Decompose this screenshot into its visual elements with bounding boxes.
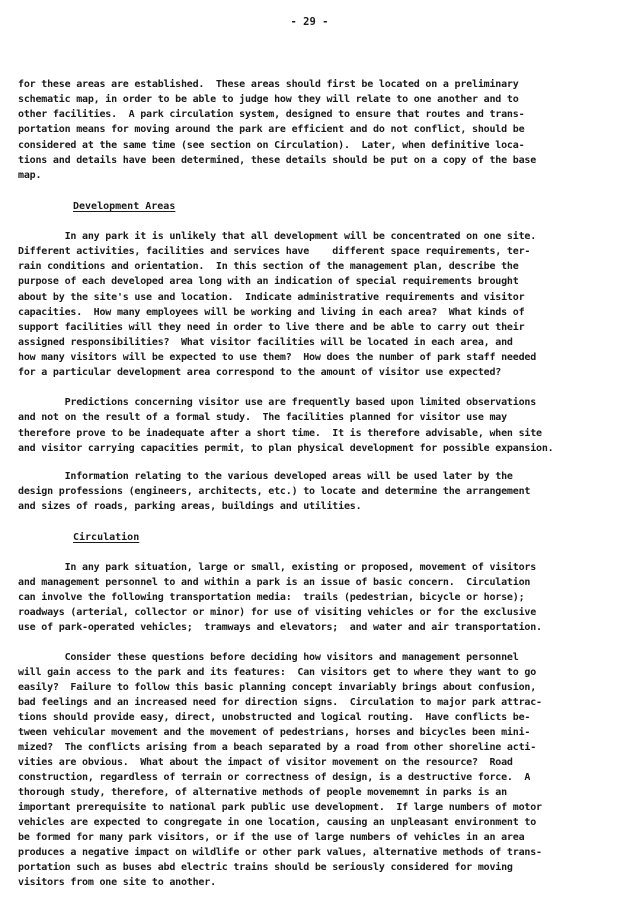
text-line: important prerequisite to national park public use development. If large numbers of motor xyxy=(18,802,542,813)
text-line: how many visitors will be expected to use them? How does the number of park staff needed xyxy=(18,352,537,363)
text-line: map. xyxy=(18,170,42,181)
text-line: easily? Failure to follow this basic planning concept invariably brings about confusion, xyxy=(18,682,537,693)
text-line: considered at the same time (see section on Circulation). Later, when definitive loca- xyxy=(18,140,525,151)
text-line: roadways (arterial, collector or minor) for use of visiting vehicles or for the exclusive xyxy=(18,607,537,618)
text-line: assigned responsibilities? What visitor facilities will be located in each area, and xyxy=(18,337,513,348)
text-line: and management personnel to and within a park is an issue of basic concern. Circulation xyxy=(18,577,531,588)
text-line: and visitor carrying capacities permit, to plan physical development for possible expansion. xyxy=(18,443,554,454)
text-line: will gain access to the park and its features: Can visitors get to where they want to go xyxy=(18,667,537,678)
text-line: tions should provide easy, direct, unobstructed and logical routing. Have conflicts be- xyxy=(18,712,531,723)
text-line: Different activities, facilities and services have different space requirements, ter- xyxy=(18,246,531,257)
text-line: vehicles are expected to congregate in one location, causing an unpleasant environment to xyxy=(18,817,537,828)
text-line: and not on the result of a formal study. The facilities planned for visitor use may xyxy=(18,412,507,423)
text-line: visitors from one site to another. xyxy=(18,877,216,888)
text-line: tions and details have been determined, these details should be put on a copy of the base xyxy=(18,155,537,166)
text-line: for a particular development area correspond to the amount of visitor use expected? xyxy=(18,367,502,378)
text-line: and sizes of roads, parking areas, buildings and utilities. xyxy=(18,501,362,512)
section-heading-circulation: Circulation xyxy=(73,532,140,543)
text-line: Information relating to the various developed areas will be used later by the xyxy=(18,471,513,482)
text-line: other facilities. A park circulation system, designed to ensure that routes and trans- xyxy=(18,109,525,120)
text-line: about by the site's use and location. Indicate administrative requirements and visitor xyxy=(18,292,525,303)
text-line: thorough study, therefore, of alternative methods of people movememnt in parks is an xyxy=(18,787,507,798)
text-line: use of park-operated vehicles; tramways and elevators; and water and air transportation. xyxy=(18,622,542,633)
text-line: vities are obvious. What about the impact of visitor movement on the resource? Road xyxy=(18,757,513,768)
text-line: Predictions concerning visitor use are frequently based upon limited observations xyxy=(18,397,537,408)
text-line: therefore prove to be inadequate after a short time. It is therefore advisable, when site xyxy=(18,428,542,439)
text-line: schematic map, in order to be able to judge how they will relate to one another and to xyxy=(18,94,519,105)
text-line: rain conditions and orientation. In this section of the management plan, describe the xyxy=(18,261,519,272)
text-line: mized? The conflicts arising from a beach separated by a road from other shoreline acti- xyxy=(18,742,537,753)
text-line: construction, regardless of terrain or correctness of design, is a destructive force. A xyxy=(18,772,531,783)
section-heading-development-areas: Development Areas xyxy=(73,201,176,212)
text-line: support facilities will they need in order to live there and be able to carry out their xyxy=(18,322,525,333)
page-number: - 29 - xyxy=(290,16,329,28)
text-line: In any park situation, large or small, existing or proposed, movement of visitors xyxy=(18,562,537,573)
text-line: produces a negative impact on wildlife or other park values, alternative methods of trans- xyxy=(18,847,542,858)
text-line: In any park it is unlikely that all development will be concentrated on one site. xyxy=(18,231,537,242)
text-line: capacities. How many employees will be working and living in each area? What kinds of xyxy=(18,307,525,318)
text-line: purpose of each developed area long with an indication of special requirements brought xyxy=(18,276,519,287)
text-line: tween vehicular movement and the movement of pedestrians, horses and bicycles been mini- xyxy=(18,727,531,738)
text-line: portation means for moving around the park are efficient and do not conflict, should be xyxy=(18,124,525,135)
text-line: for these areas are established. These areas should first be located on a preliminary xyxy=(18,79,519,90)
text-line: Consider these questions before deciding how visitors and management personnel xyxy=(18,652,519,663)
text-line: design professions (engineers, architects, etc.) to locate and determine the arrangement xyxy=(18,486,531,497)
text-line: portation such as buses abd electric trains should be seriously considered for moving xyxy=(18,862,513,873)
text-line: be formed for many park visitors, or if the use of large numbers of vehicles in an area xyxy=(18,832,525,843)
text-line: can involve the following transportation media: trails (pedestrian, bicycle or horse); xyxy=(18,592,525,603)
text-line: bad feelings and an increased need for direction signs. Circulation to major park attrac- xyxy=(18,697,542,708)
